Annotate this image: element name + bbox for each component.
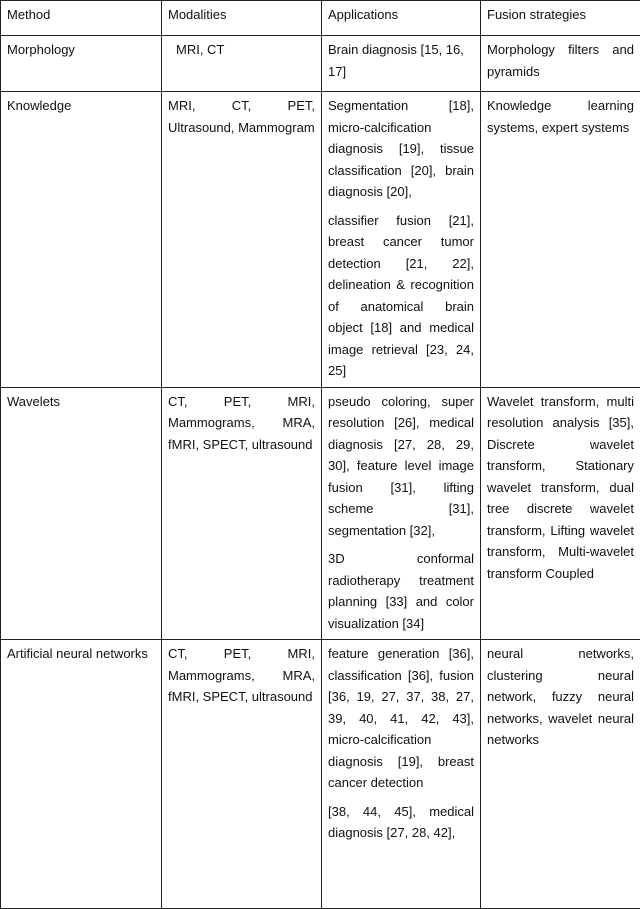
cell-method: Artificial neural networks: [1, 640, 162, 909]
cell-fusion-strategies: neural networks, clustering neural network, fuzzy neural networks, wavelet neural networks: [481, 640, 640, 909]
application-text: pseudo coloring, super resolution [26], medical diagnosis [27, 28, 29, 30], feature level image fusion [31], lifting scheme [31], segmentation [32],: [328, 391, 474, 542]
header-applications: Applications: [322, 1, 481, 36]
table-row: [1, 92, 640, 388]
application-text: 3D conformal radiotherapy treatment planning [33] and color visualization [34]: [328, 548, 474, 634]
cell-method: Morphology: [1, 36, 162, 92]
cell-applications: [322, 387, 481, 640]
application-text: classifier fusion [21], breast cancer tumor detection [21, 22], delineation & recognition of anatomical brain object [18] and medical image retrieval [23, 24, 25]: [328, 210, 474, 382]
table-row: [1, 36, 640, 92]
cell-applications: [322, 36, 481, 92]
cell-applications: [322, 640, 481, 909]
cell-modalities: MRI, CT, PET, Ultrasound, Mammogram: [162, 92, 322, 388]
cell-modalities: CT, PET, MRI, Mammograms, MRA, fMRI, SPECT, ultrasound: [162, 387, 322, 640]
cell-modalities: MRI, CT: [162, 36, 322, 92]
cell-modalities: CT, PET, MRI, Mammograms, MRA, fMRI, SPECT, ultrasound: [162, 640, 322, 909]
application-text: Segmentation [18], micro-calcification diagnosis [19], tissue classification [20], brain diagnosis [20],: [328, 95, 474, 203]
cell-method: Knowledge: [1, 92, 162, 388]
cell-fusion-strategies: Wavelet transform, multi resolution analysis [35], Discrete wavelet transform, Stationary wavelet transform, dual tree discrete wavelet transform, Lifting wavelet transform, Multi-wavelet transform Coupled: [481, 387, 640, 640]
application-text: feature generation [36], classification [36], fusion [36, 19, 27, 37, 38, 27, 39, 40, 41, 42, 43], micro-calcification diagnosis [19], breast cancer detection: [328, 643, 474, 794]
header-modalities: Modalities: [162, 1, 322, 36]
application-text: [38, 44, 45], medical diagnosis [27, 28, 42],: [328, 801, 474, 844]
table-row: [1, 387, 640, 640]
cell-method: Wavelets: [1, 387, 162, 640]
cell-applications: [322, 92, 481, 388]
cell-fusion-strategies: Morphology filters and pyramids: [481, 36, 640, 92]
application-text: Brain diagnosis [15, 16, 17]: [328, 39, 474, 82]
cell-fusion-strategies: Knowledge learning systems, expert systems: [481, 92, 640, 388]
table-row: [1, 640, 640, 909]
header-fusion-strategies: Fusion strategies: [481, 1, 640, 36]
header-method: Method: [1, 1, 162, 36]
table-header-row: [1, 1, 640, 36]
